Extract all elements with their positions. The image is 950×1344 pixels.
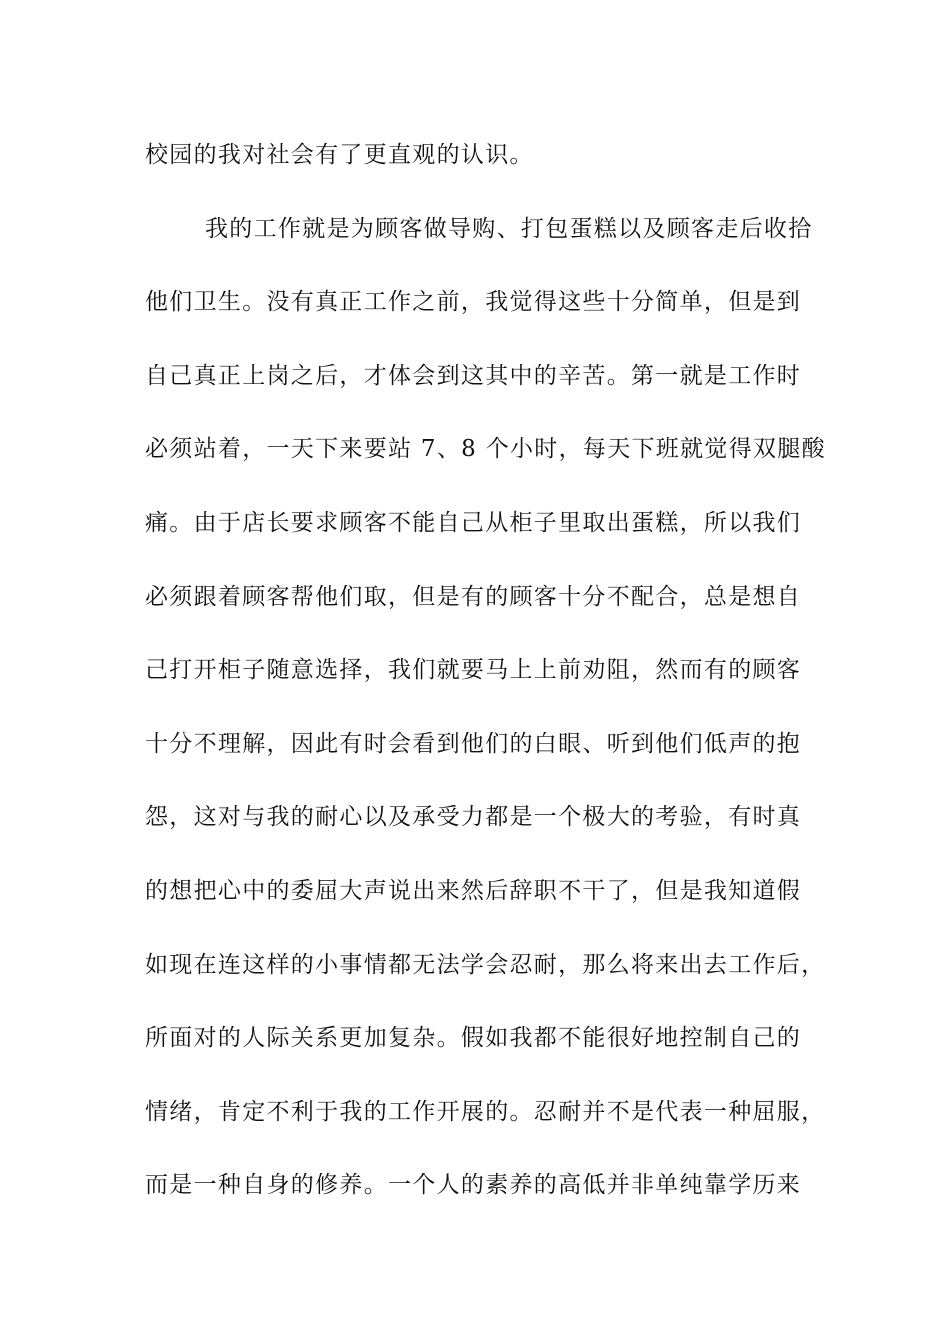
paragraph-first-line: 我的工作就是为顾客做导购、打包蛋糕以及顾客走后收拾 [205,215,813,242]
text-line: 必须站着，一天下来要站 7、8 个小时，每天下班就觉得双腿酸 [145,436,826,463]
text-line: 自己真正上岗之后，才体会到这其中的辛苦。第一就是工作时 [145,362,802,389]
text-line: 而是一种自身的修养。一个人的素养的高低并非单纯靠学历来 [145,1172,802,1199]
text-line: 的想把心中的委屈大声说出来然后辞职不干了，但是我知道假 [145,877,802,904]
text-line: 所面对的人际关系更加复杂。假如我都不能很好地控制自己的 [145,1025,802,1052]
body-text [145,132,835,1236]
text-line: 十分不理解，因此有时会看到他们的白眼、听到他们低声的抱 [145,730,802,757]
text-line: 己打开柜子随意选择，我们就要马上上前劝阻，然而有的顾客 [145,657,802,684]
text-line: 怨，这对与我的耐心以及承受力都是一个极大的考验，有时真 [145,804,802,831]
text-line: 情绪，肯定不利于我的工作开展的。忍耐并不是代表一种屈服， [145,1098,826,1125]
text-line: 他们卫生。没有真正工作之前，我觉得这些十分简单，但是到 [145,289,802,316]
text-line: 如现在连这样的小事情都无法学会忍耐，那么将来出去工作后， [145,951,826,978]
text-line: 校园的我对社会有了更直观的认识。 [145,142,534,168]
text-line: 痛。由于店长要求顾客不能自己从柜子里取出蛋糕，所以我们 [145,509,802,536]
text-line: 必须跟着顾客帮他们取，但是有的顾客十分不配合，总是想自 [145,583,802,610]
